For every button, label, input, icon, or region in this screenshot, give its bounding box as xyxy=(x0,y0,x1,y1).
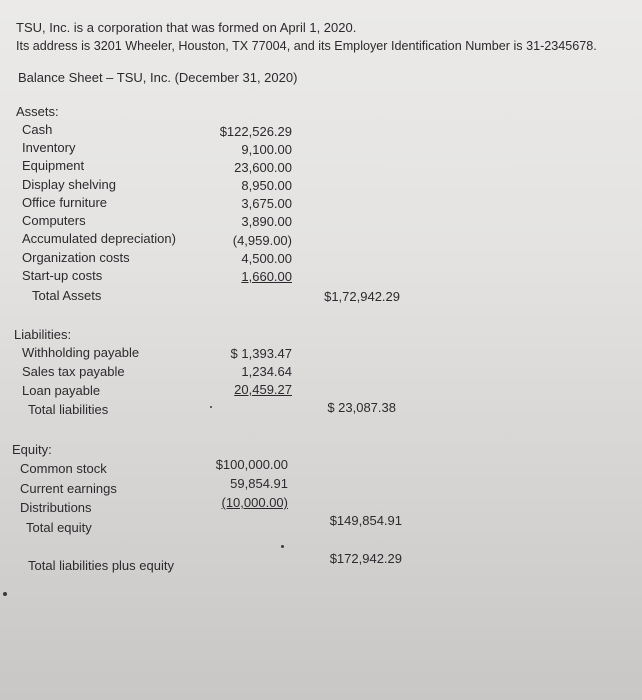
header-line-1: TSU, Inc. is a corporation that was formed on April 1, 2020. xyxy=(16,20,357,35)
total-assets-label: Total Assets xyxy=(32,288,102,303)
asset-amount: $122,526.29 xyxy=(219,124,292,139)
equity-label: Current earnings xyxy=(20,481,117,496)
equity-amount: 59,854.91 xyxy=(230,476,288,491)
liabilities-heading: Liabilities: xyxy=(14,327,72,342)
liability-label: Loan payable xyxy=(22,383,101,398)
total-assets-amount: $1,72,942.29 xyxy=(324,289,400,304)
equity-heading: Equity: xyxy=(12,442,52,457)
liability-amount: 20,459.27 xyxy=(234,382,292,397)
asset-label: Organization costs xyxy=(22,250,130,265)
asset-label: Cash xyxy=(22,122,53,137)
stray-mark xyxy=(210,406,212,408)
page-title: Balance Sheet – TSU, Inc. (December 31, 2020) xyxy=(18,70,298,85)
asset-amount: 3,890.00 xyxy=(241,214,292,229)
asset-label: Equipment xyxy=(22,158,85,173)
equity-amount: (10,000.00) xyxy=(221,495,288,510)
asset-amount: 23,600.00 xyxy=(234,160,292,175)
header-line-2: Its address is 3201 Wheeler, Houston, TX 77004, and its Employer Identification Number is 31-2345678. xyxy=(16,39,597,53)
liability-amount: 1,234.64 xyxy=(241,364,292,379)
asset-amount: 9,100.00 xyxy=(241,142,292,157)
total-equity-amount: $149,854.91 xyxy=(329,513,402,528)
total-equity-label: Total equity xyxy=(26,520,92,535)
stray-mark xyxy=(3,592,7,596)
equity-label: Distributions xyxy=(20,500,92,515)
asset-label: Office furniture xyxy=(22,195,108,210)
asset-amount: 8,950.00 xyxy=(241,178,292,193)
asset-amount: 3,675.00 xyxy=(241,196,292,211)
liability-amount: $ 1,393.47 xyxy=(230,346,292,361)
asset-amount: 1,660.00 xyxy=(241,269,292,284)
liability-label: Sales tax payable xyxy=(22,364,125,379)
liability-label: Withholding payable xyxy=(22,345,140,360)
stray-mark xyxy=(281,545,284,548)
asset-label: Display shelving xyxy=(22,177,116,192)
asset-label: Computers xyxy=(22,213,86,228)
asset-amount: 4,500.00 xyxy=(241,251,292,266)
total-liabilities-amount: $ 23,087.38 xyxy=(327,400,396,415)
grand-total-label: Total liabilities plus equity xyxy=(28,558,174,573)
assets-heading: Assets: xyxy=(16,104,59,119)
total-liabilities-label: Total liabilities xyxy=(28,402,109,417)
asset-label: Start-up costs xyxy=(22,268,103,283)
grand-total-amount: $172,942.29 xyxy=(329,551,402,566)
equity-amount: $100,000.00 xyxy=(215,457,288,472)
asset-label: Inventory xyxy=(22,140,76,155)
equity-label: Common stock xyxy=(20,461,107,476)
asset-label: Accumulated depreciation) xyxy=(22,231,176,246)
asset-amount: (4,959.00) xyxy=(232,233,292,248)
